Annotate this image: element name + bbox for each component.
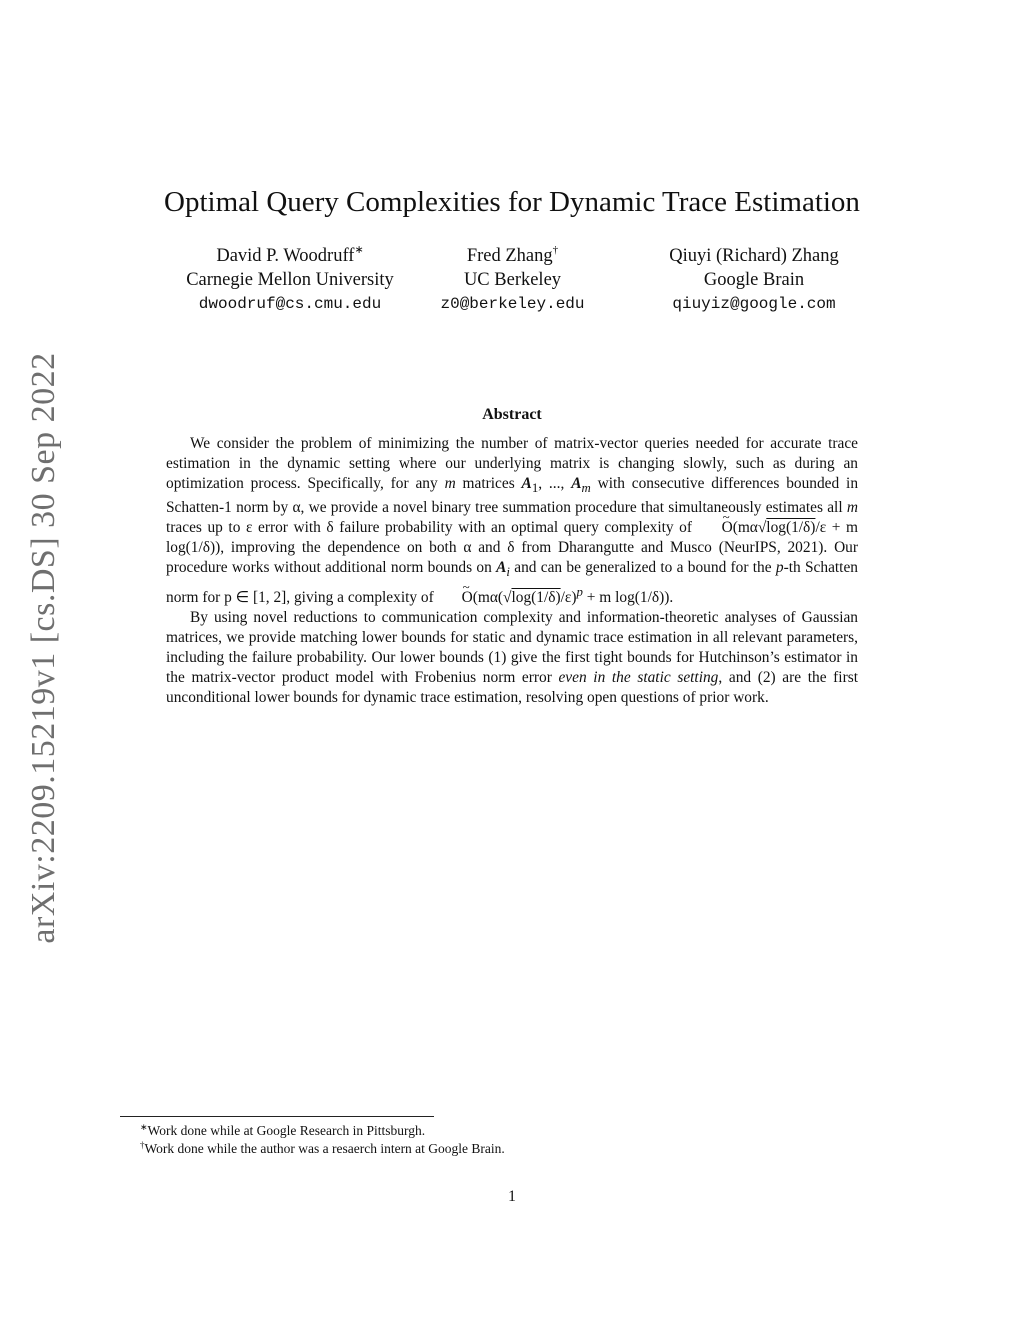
author-name: Qiuyi (Richard) Zhang [669, 246, 839, 266]
abstract-body [166, 434, 858, 708]
footnote: †Work done while the author was a resaerch intern at Google Brain. [140, 1140, 505, 1156]
paper-title: Optimal Query Complexities for Dynamic Trace Estimation [164, 186, 860, 218]
footnotes [140, 1122, 840, 1158]
author-email: z0@berkeley.edu [440, 295, 585, 313]
author-name: David P. Woodruff [216, 246, 355, 266]
footnote: ∗Work done while at Google Research in Pittsburgh. [140, 1122, 426, 1138]
author-block [430, 244, 595, 316]
author-email: dwoodruf@cs.cmu.edu [198, 295, 382, 313]
arxiv-identifier: arXiv:2209.15219v1 [cs.DS] 30 Sep 2022 [25, 352, 62, 944]
author-affiliation: Google Brain [703, 270, 805, 290]
author-block [636, 244, 872, 316]
abstract-paragraph-1: We consider the problem of minimizing the number of matrix-vector queries needed for accurate trace estimation in the dynamic setting where our underlying matrix is changing slowly, such as during an optimization process. Specifically, for any m matrices $A_1$, ..., $A_m$ with consecutive differences bounded in Schatten-1 norm by α, we provide a novel binary tree summation procedure that simultaneously estimates all m traces up to ε error with δ failure probability with an optimal query complexity of ~ O(mα√log(1/δ)/ε + m log(1/δ)), improving the dependence on both α and δ from Dharangutte and Musco (NeurIPS, 2021). Our procedure works without additional norm bounds on $A_i$ and can be generalized to a bound for the p-th Schatten norm for p ∈ [1, 2], giving a complexity of ~ $O(m\alpha(√\log(1/\delta)/\varepsilon)^p + m$ log(1/δ)). [166, 434, 858, 608]
author-affiliation: UC Berkeley [463, 270, 562, 290]
author-block [160, 244, 420, 316]
abstract-heading: Abstract [482, 406, 542, 423]
abstract-paragraph-2: By using novel reductions to communication complexity and information-theoretic analyses of Gaussian matrices, we provide matching lower bounds for static and dynamic trace estimation in all relevant parameters, including the failure probability. Our lower bounds (1) give the first tight bounds for Hutchinson’s estimator in the matrix-vector product model with Frobenius norm error even in the static setting, and (2) are the first unconditional lower bounds for dynamic trace estimation, resolving open questions of prior work. [166, 609, 858, 707]
footnote-rule [120, 1116, 434, 1117]
author-email: qiuyiz@google.com [672, 295, 836, 313]
author-footnote-mark: ∗ [354, 244, 364, 256]
author-name: Fred Zhang [466, 246, 553, 266]
author-affiliation: Carnegie Mellon University [186, 270, 394, 290]
page-number: 1 [508, 1188, 516, 1205]
author-footnote-mark: † [552, 244, 559, 256]
